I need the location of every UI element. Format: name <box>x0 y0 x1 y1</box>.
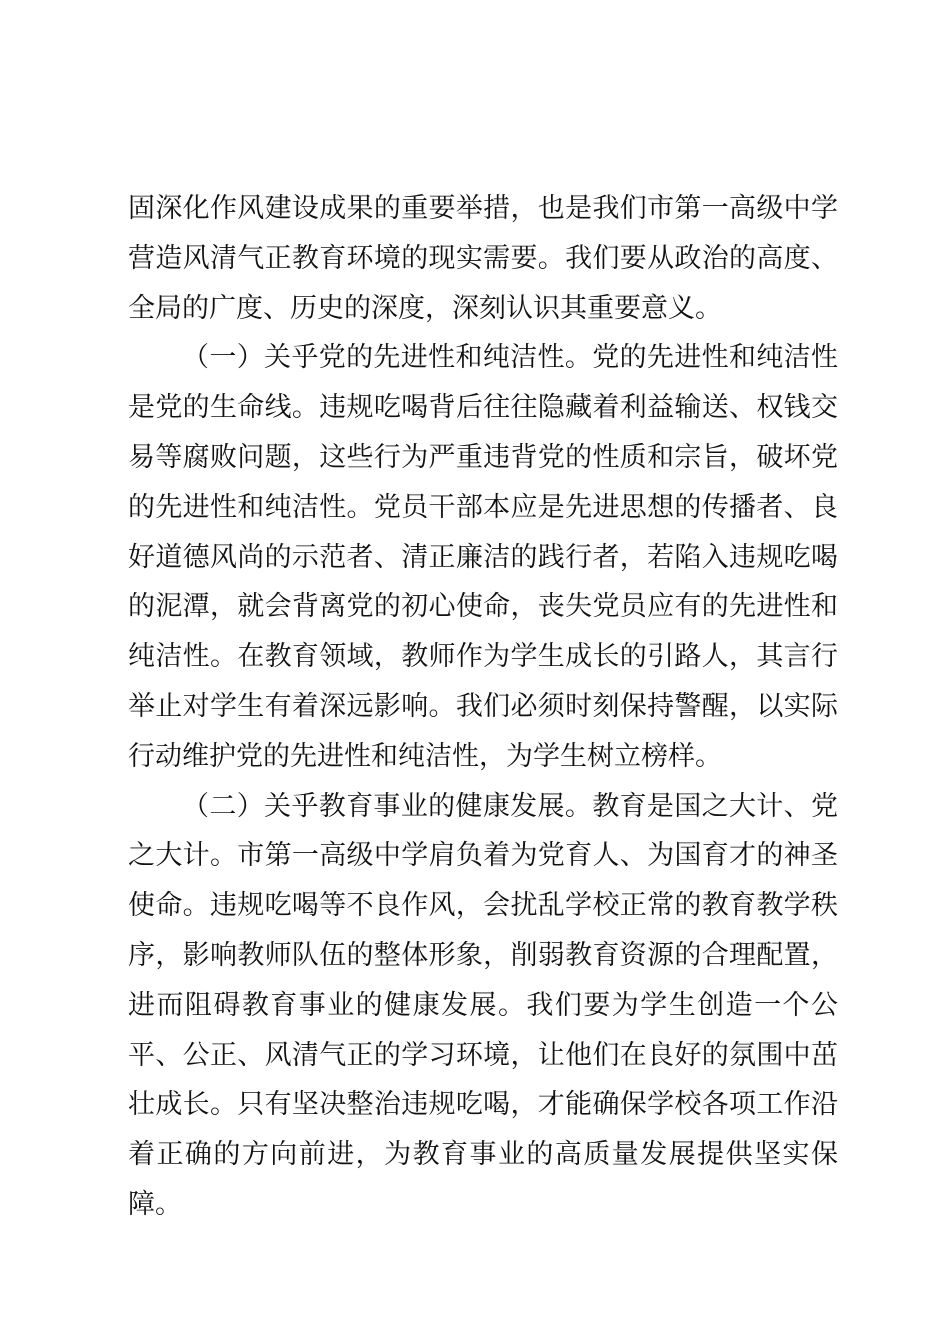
paragraph-section-one: （一）关乎党的先进性和纯洁性。党的先进性和纯洁性是党的生命线。违规吃喝背后往往隐藏着利益输送、权钱交易等腐败问题，这些行为严重违背党的性质和宗旨，破坏党的先进性和纯洁性。党员干部本应是先进思想的传播者、良好道德风尚的示范者、清正廉洁的践行者，若陷入违规吃喝的泥潭，就会背离党的初心使命，丧失党员应有的先进性和纯洁性。在教育领域，教师作为学生成长的引路人，其言行举止对学生有着深远影响。我们必须时刻保持警醒，以实际行动维护党的先进性和纯洁性，为学生树立榜样。 <box>128 342 838 772</box>
paragraph-section-two: （二）关乎教育事业的健康发展。教育是国之大计、党之大计。市第一高级中学肩负着为党育人、为国育才的神圣使命。违规吃喝等不良作风，会扰乱学校正常的教育教学秩序，影响教师队伍的整体形象，削弱教育资源的合理配置，进而阻碍教育事业的健康发展。我们要为学生创造一个公平、公正、风清气正的学习环境，让他们在良好的氛围中茁壮成长。只有坚决整治违规吃喝，才能确保学校各项工作沿着正确的方向前进，为教育事业的高质量发展提供坚实保障。 <box>128 790 838 1220</box>
document-body <box>128 184 838 1230</box>
paragraph-continuation: 固深化作风建设成果的重要举措，也是我们市第一高级中学营造风清气正教育环境的现实需要。我们要从政治的高度、全局的广度、历史的深度，深刻认识其重要意义。 <box>128 193 838 324</box>
